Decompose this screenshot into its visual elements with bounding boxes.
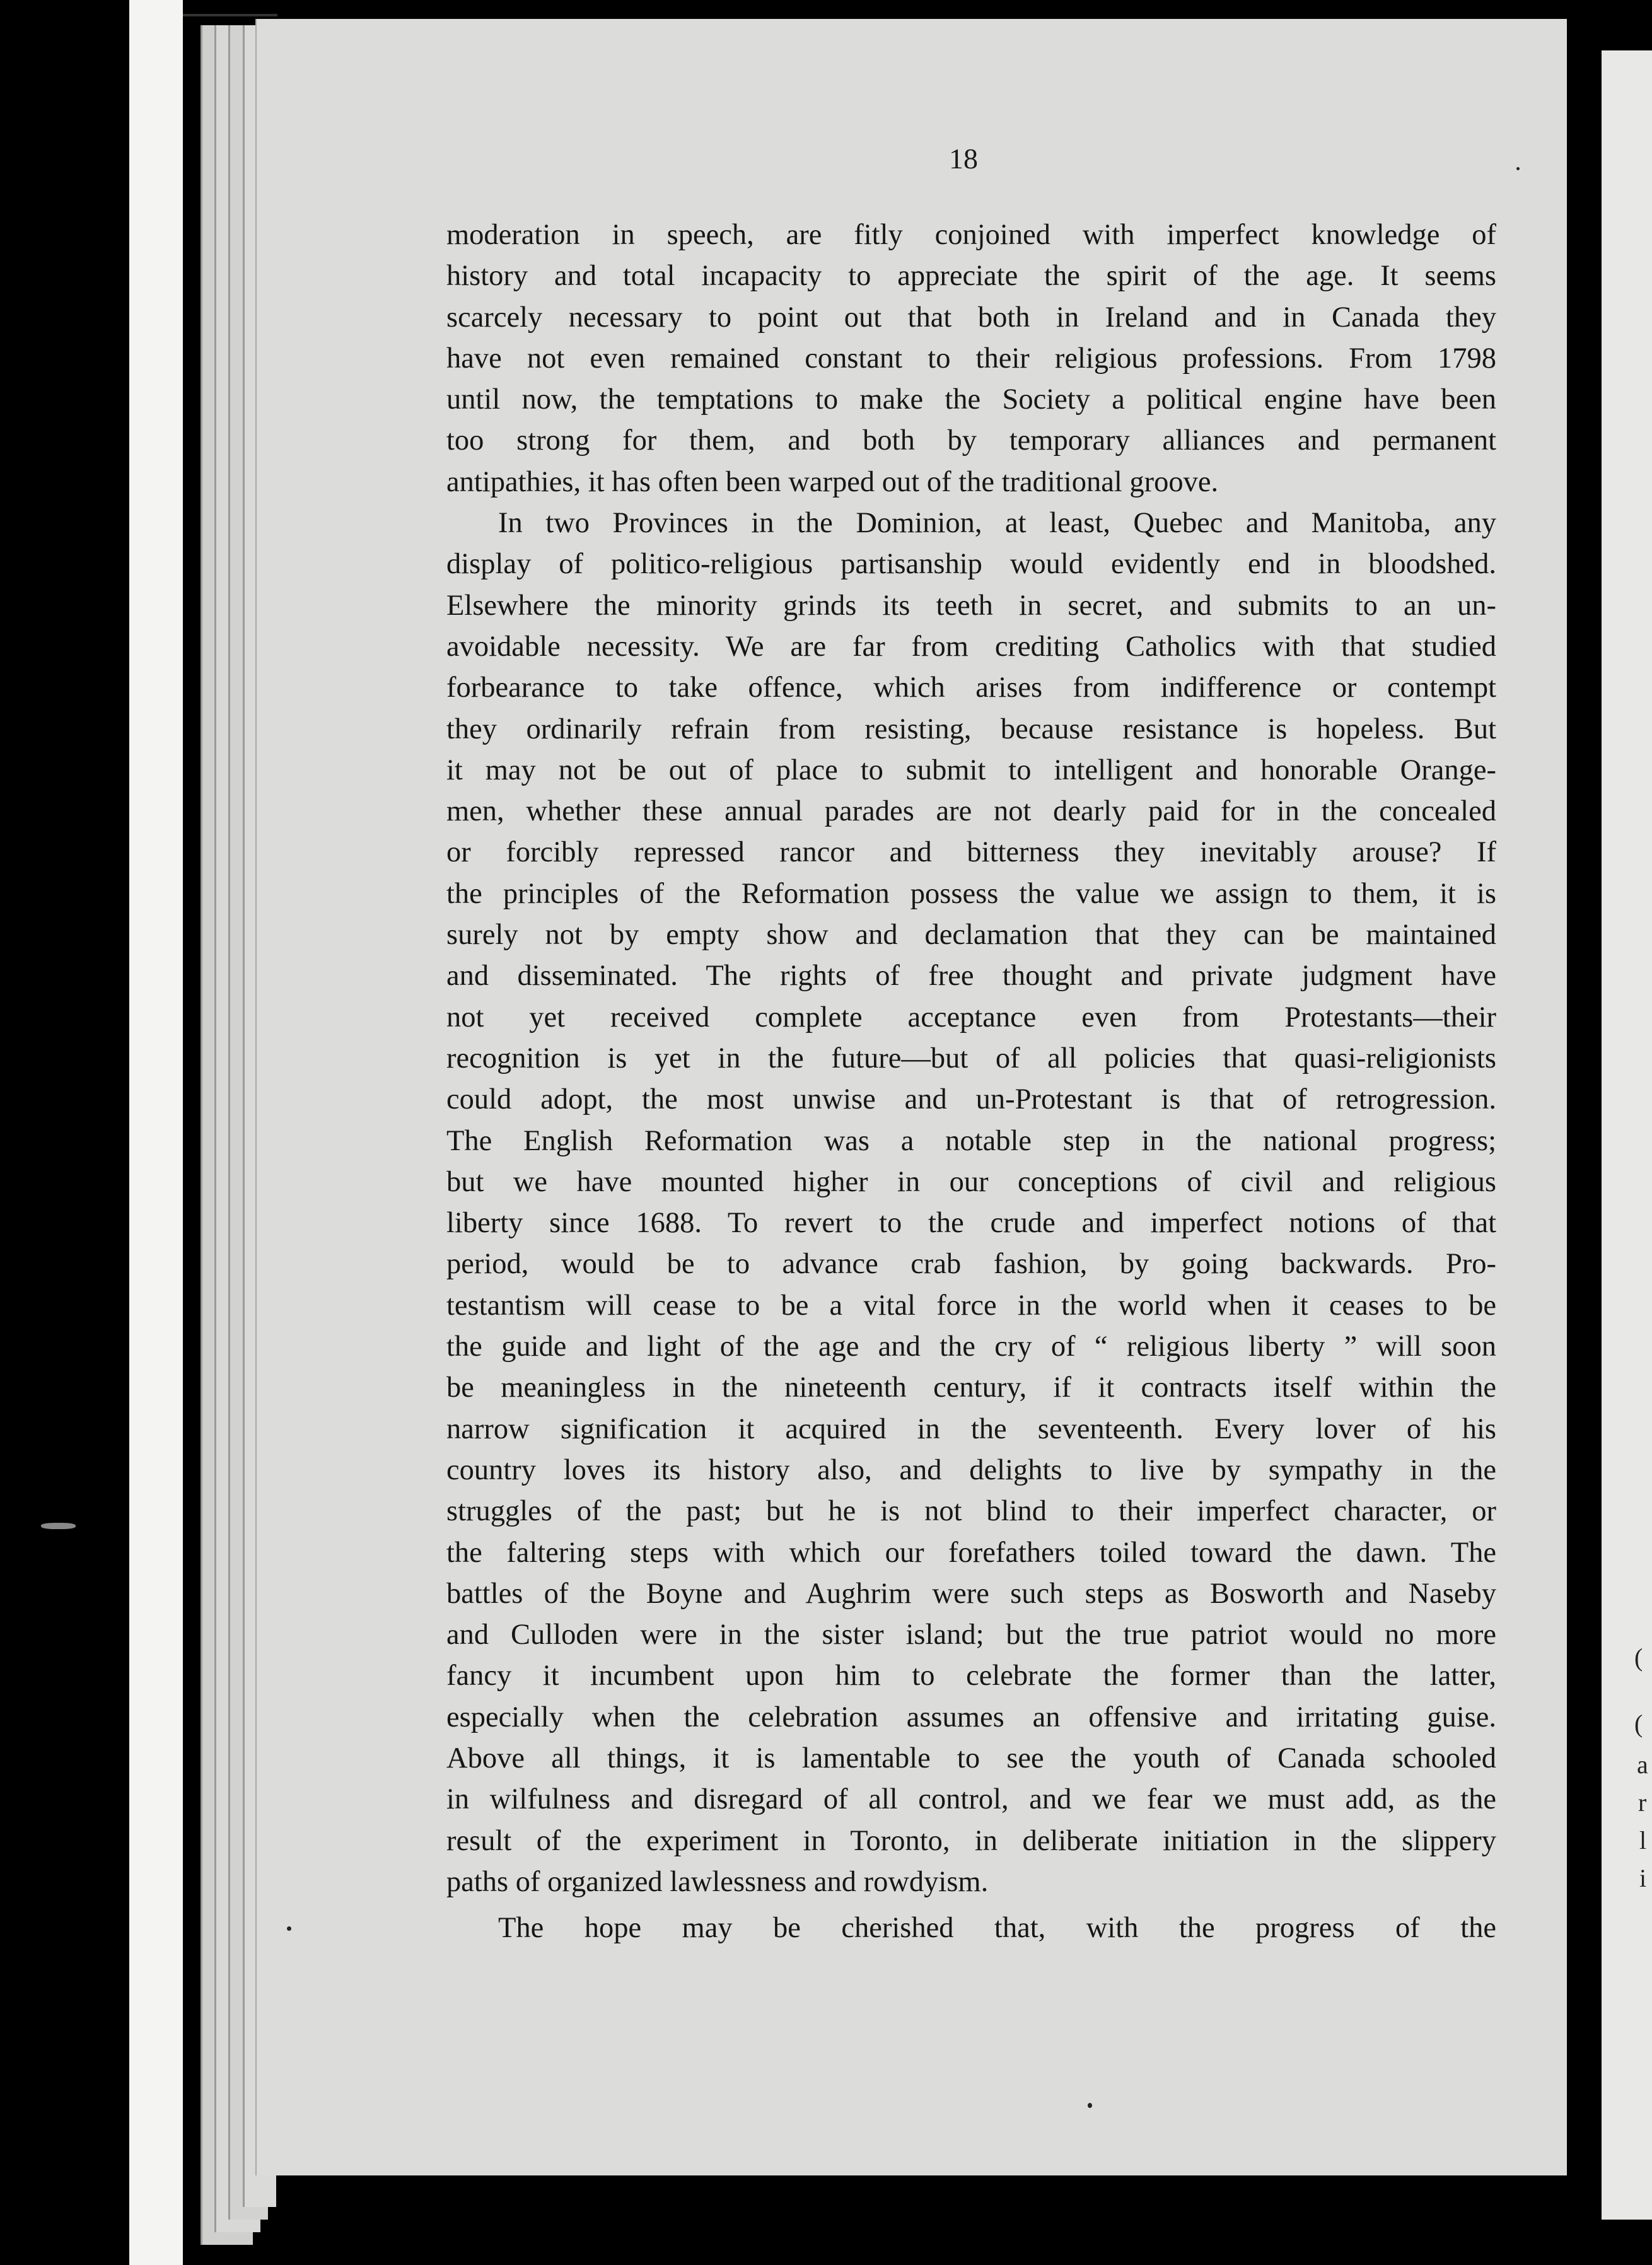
facing-page-letter: a <box>1637 1750 1648 1779</box>
text-line: they ordinarily refrain from resisting, because resistance is hopeless. But <box>446 713 1496 745</box>
text-line: history and total incapacity to appreciate the spirit of the age. It seems <box>446 260 1496 293</box>
page-number: 18 <box>949 143 978 175</box>
text-line: testantism will cease to be a vital force in the world when it ceases to be <box>446 1289 1496 1322</box>
scan-speck <box>1516 167 1520 170</box>
text-line: be meaningless in the nineteenth century, if it contracts itself within the <box>446 1371 1496 1404</box>
text-line: not yet received complete acceptance even from Protestants—their <box>446 1001 1496 1034</box>
text-line: liberty since 1688. To revert to the crude and imperfect notions of that <box>446 1207 1496 1240</box>
text-line: in wilfulness and disregard of all control, and we fear we must add, as the <box>446 1783 1496 1816</box>
text-line: could adopt, the most unwise and un-Protestant is that of retrogression. <box>446 1083 1496 1116</box>
text-line: surely not by empty show and declamation that they can be maintained <box>446 919 1496 952</box>
text-line: In two Provinces in the Dominion, at least, Quebec and Manitoba, any <box>498 507 1496 540</box>
text-line: struggles of the past; but he is not blind to their imperfect character, or <box>446 1495 1496 1528</box>
text-line: antipathies, it has often been warped out of the traditional groove. <box>446 465 1219 498</box>
text-line: display of politico-religious partisanship would evidently end in bloodshed. <box>446 548 1496 581</box>
scan-speck <box>41 1523 76 1529</box>
text-line: country loves its history also, and delights to live by sympathy in the <box>446 1453 1496 1486</box>
text-line: forbearance to take offence, which arises from indifference or contempt <box>446 672 1496 704</box>
text-line: narrow signification it acquired in the seventeenth. Every lover of his <box>446 1412 1496 1445</box>
text-line: The hope may be cherished that, with the progress of the <box>498 1912 1496 1945</box>
text-line: The English Reformation was a notable step in the national progress; <box>446 1124 1496 1157</box>
text-line: the principles of the Reformation possess the value we assign to them, it is <box>446 877 1496 910</box>
facing-page-letter: l <box>1639 1826 1647 1855</box>
text-line: moderation in speech, are fitly conjoined with imperfect knowledge of <box>446 219 1496 251</box>
text-line: too strong for them, and both by temporary alliances and permanent <box>446 424 1496 457</box>
binding-gap <box>1570 0 1602 2265</box>
text-line: it may not be out of place to submit to intelligent and honorable Orange- <box>446 754 1496 786</box>
left-margin-strip <box>129 0 183 2265</box>
paragraph <box>446 503 1496 1902</box>
text-line: Above all things, it is lamentable to see the youth of Canada schooled <box>446 1742 1496 1774</box>
facing-page-sliver <box>1602 50 1652 2220</box>
text-line: men, whether these annual parades are not dearly paid for in the concealed <box>446 795 1496 828</box>
facing-page-letter: ( <box>1634 1709 1643 1738</box>
text-line: paths of organized lawlessness and rowdyism. <box>446 1865 989 1898</box>
text-line: period, would be to advance crab fashion, by going backwards. Pro- <box>446 1248 1496 1281</box>
text-line: have not even remained constant to their religious professions. From 1798 <box>446 342 1496 375</box>
text-line: recognition is yet in the future—but of all policies that quasi-religionists <box>446 1042 1496 1074</box>
text-line: and disseminated. The rights of free thought and private judgment have <box>446 960 1496 993</box>
text-line: result of the experiment in Toronto, in deliberate initiation in the slippery <box>446 1824 1496 1857</box>
text-line: or forcibly repressed rancor and bitterness they inevitably arouse? If <box>446 836 1496 869</box>
paragraph <box>446 1907 1496 1948</box>
text-line: fancy it incumbent upon him to celebrate the former than the latter, <box>446 1660 1496 1692</box>
facing-page-letter: i <box>1639 1864 1647 1892</box>
text-line: the guide and light of the age and the cry of “ religious liberty ” will soon <box>446 1330 1496 1363</box>
text-line: avoidable necessity. We are far from crediting Catholics with that studied <box>446 630 1496 663</box>
paragraph <box>446 214 1496 503</box>
body-text <box>446 214 1496 1948</box>
facing-page-letter: ( <box>1634 1643 1643 1672</box>
text-line: and Culloden were in the sister island; but the true patriot would no more <box>446 1619 1496 1651</box>
scan-speck <box>287 1926 291 1931</box>
scan-speck <box>1088 2103 1092 2108</box>
text-line: scarcely necessary to point out that both in Ireland and in Canada they <box>446 301 1496 334</box>
text-line: the faltering steps with which our forefathers toiled toward the dawn. The <box>446 1536 1496 1569</box>
text-line: especially when the celebration assumes an offensive and irritating guise. <box>446 1701 1496 1733</box>
text-line: battles of the Boyne and Aughrim were such steps as Bosworth and Naseby <box>446 1577 1496 1610</box>
facing-page-letter: r <box>1638 1788 1647 1817</box>
text-line: but we have mounted higher in our conceptions of civil and religious <box>446 1165 1496 1198</box>
text-line: until now, the temptations to make the Society a political engine have been <box>446 383 1496 416</box>
text-line: Elsewhere the minority grinds its teeth in secret, and submits to an un- <box>446 589 1496 622</box>
